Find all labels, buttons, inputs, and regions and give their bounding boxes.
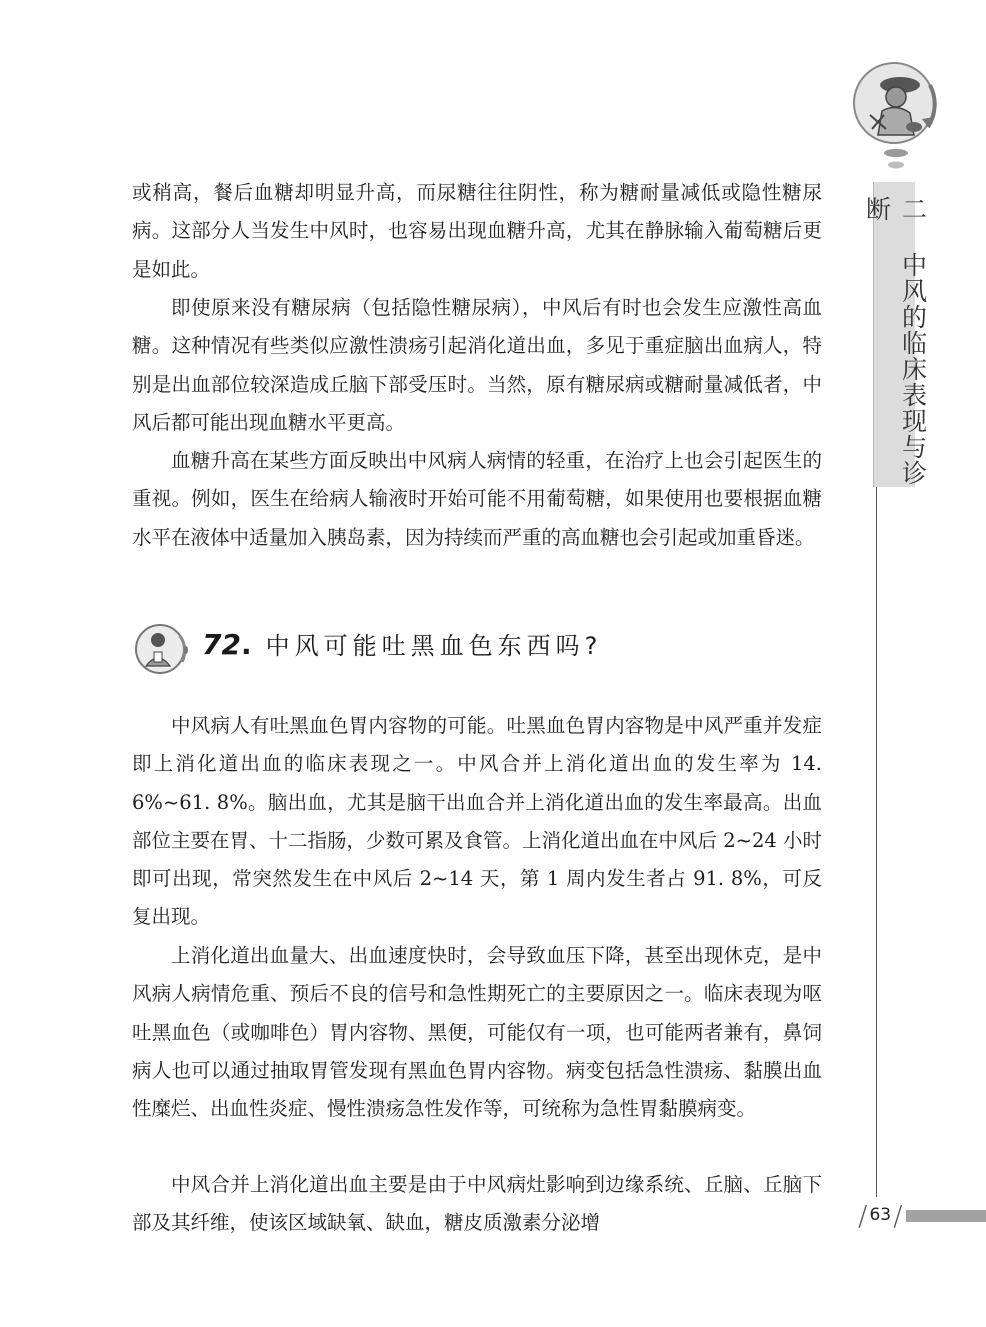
paragraph: 血糖升高在某些方面反映出中风病人病情的轻重，在治疗上也会引起医生的重视。例如，医生在给病人输液时开始可能不用葡萄糖，如果使用也要根据血糖水平在液体中适量加入胰岛素，因为持续而严重的高血糖也会引起或加重昏迷。: [132, 449, 822, 549]
section-number: 72: [202, 628, 241, 661]
chapter-title: 二 中风的临床表现与诊断: [862, 196, 928, 486]
section-number-dot: .: [240, 628, 252, 661]
decorative-dots-icon: [876, 145, 916, 173]
paragraph: 中风合并上消化道出血主要是由于中风病灶影响到边缘系统、丘脑、丘脑下部及其纤维，使该区域缺氧、缺血，糖皮质激素分泌增: [132, 1173, 822, 1235]
paragraph: 上消化道出血量大、出血速度快时，会导致血压下降，甚至出现休克，是中风病人病情危重、预后不良的信号和急性期死亡的主要原因之一。临床表现为呕吐黑血色（或咖啡色）胃内容物、黑便，可能仅有一项，也可能两者兼有，鼻饲病人也可以通过抽取胃管发现有黑血色胃内容物。病变包括急性溃疡、黏膜出血性糜烂、出血性炎症、慢性溃疡急性发作等，可统称为急性胃黏膜病变。: [132, 944, 822, 1121]
doctor-portrait-icon: [132, 620, 190, 678]
paragraph: 中风病人有吐黑血色胃内容物的可能。吐黑血色胃内容物是中风严重并发症即上消化道出血的临床表现之一。中风合并上消化道出血的发生率为 14. 6%~61. 8%。脑出血，尤其是脑干出血合并上消化道出血的发生率最高。出血部位主要在胃、十二指肠，少数可累及食管。上消化道出血在中风后 2~24 小时即可出现，常突然发生在中风后 2~14 天，第 1 周内发生者占 91. 8%，可反复出现。: [132, 714, 822, 929]
paragraph: 或稍高，餐后血糖却明显升高，而尿糖往往阴性，称为糖耐量减低或隐性糖尿病。这部分人当发生中风时，也容易出现血糖升高，尤其在静脉输入葡萄糖后更是如此。: [132, 181, 822, 281]
doctor-illustration-icon: [848, 55, 944, 151]
page-number: 63: [869, 1205, 892, 1225]
folio-slash-left: /: [858, 1198, 868, 1232]
side-rule: [876, 487, 877, 1197]
folio-slash-right: /: [893, 1198, 903, 1232]
section-heading: [202, 626, 602, 672]
section-title: 中风可能吐黑血色东西吗?: [265, 632, 603, 660]
page-number-block: [858, 1200, 903, 1230]
chapter-tab: [862, 182, 928, 487]
folio-bar: [906, 1210, 986, 1222]
paragraph: 即使原来没有糖尿病（包括隐性糖尿病），中风后有时也会发生应激性高血糖。这种情况有些类似应激性溃疡引起消化道出血，多见于重症脑出血病人，特别是出血部位较深造成丘脑下部受压时。当然，原有糖尿病或糖耐量减低者，中风后都可能出现血糖水平更高。: [132, 296, 822, 434]
